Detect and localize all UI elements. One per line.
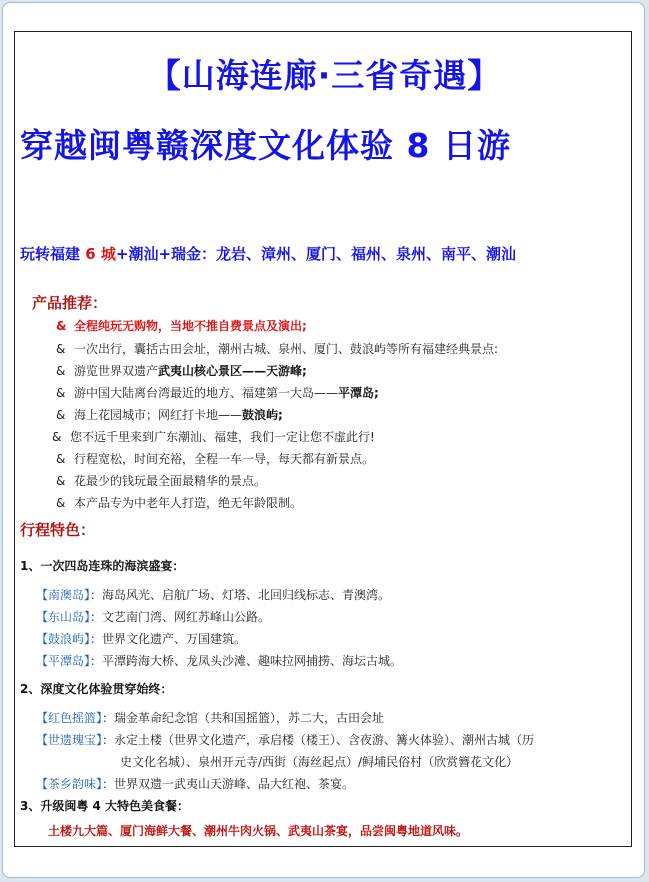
island-row: 【鼓浪屿】：世界文化遗产、万国建筑。 — [36, 632, 247, 646]
route-cities: 龙岩、漳州、厦门、福州、泉州、南平、潮汕 — [216, 245, 517, 263]
culture-row: 【世遗瑰宝】：永定土楼（世界文化遗产，承启楼（楼王）、含夜游、篝火体验）、潮州古城（历 — [36, 733, 535, 747]
recommend-item: & 游中国大陆离台湾最近的地方、福建第一大岛——平潭岛; — [56, 386, 379, 400]
recommend-item: & 一次出行，囊括古田会址，潮州古城、泉州、厦门、鼓浪屿等所有福建经典景点: — [56, 342, 499, 356]
route-city-count: 6 城 — [80, 245, 116, 263]
culture-row: 【茶乡韵味】：世界双遗一武夷山天游峰、品大红袍、茶宴。 — [36, 777, 355, 791]
title-line-1: 【山海连廊·三省奇遇】 — [147, 56, 502, 95]
route-prefix: 玩转福建 — [20, 245, 81, 263]
route-mid: +潮汕+瑞金： — [115, 245, 217, 263]
culture-row: 【红色摇篮】：瑞金革命纪念馆（共和国摇篮），苏二大，古田会址 — [36, 711, 385, 725]
recommend-item: & 花最少的钱玩最全面最精华的景点。 — [56, 474, 267, 488]
culture-row-continued: 史文化名城）、泉州开元寺/西街（海丝起点）/鲟埔民俗村（欣赏簪花文化） — [120, 755, 519, 769]
recommend-item: & 游览世界双遗产武夷山核心景区——天游峰; — [56, 364, 307, 378]
title-line-2: 穿越闽粤赣深度文化体验 8 日游 — [20, 126, 511, 165]
recommend-heading: 产品推荐： — [32, 294, 108, 312]
features-heading: 行程特色： — [20, 521, 96, 539]
section-3-title: 3、升级闽粤 4 大特色美食餐： — [20, 799, 190, 813]
recommend-item: & 全程纯玩无购物，当地不推自费景点及演出; — [56, 319, 307, 333]
section-2-title: 2、深度文化体验贯穿始终： — [20, 682, 173, 696]
recommend-item: & 您不远千里来到广东潮汕、福建，我们一定让您不虚此行! — [52, 430, 375, 444]
recommend-item: & 行程宽松，时间充裕，全程一车一导，每天都有新景点。 — [56, 452, 375, 466]
route-summary — [20, 243, 516, 264]
recommend-item: & 海上花园城市；网红打卡地——鼓浪屿; — [56, 408, 283, 422]
food-list: 土楼九大篇、厦门海鲜大餐、潮州牛肉火锅、武夷山茶宴，品尝闽粤地道风味。 — [48, 824, 469, 838]
island-row: 【东山岛】：文艺南门湾、网红苏峰山公路。 — [36, 610, 271, 624]
recommend-item: & 本产品专为中老年人打造，绝无年龄限制。 — [56, 496, 303, 510]
section-1-title: 1、一次四岛连珠的海滨盛宴： — [20, 559, 185, 573]
island-row: 【平潭岛】：平潭跨海大桥、龙凤头沙滩、趣味拉网捕捞、海坛古城。 — [36, 654, 403, 668]
island-row: 【南澳岛】：海岛风光、启航广场、灯塔、北回归线标志、青澳湾。 — [36, 588, 391, 602]
